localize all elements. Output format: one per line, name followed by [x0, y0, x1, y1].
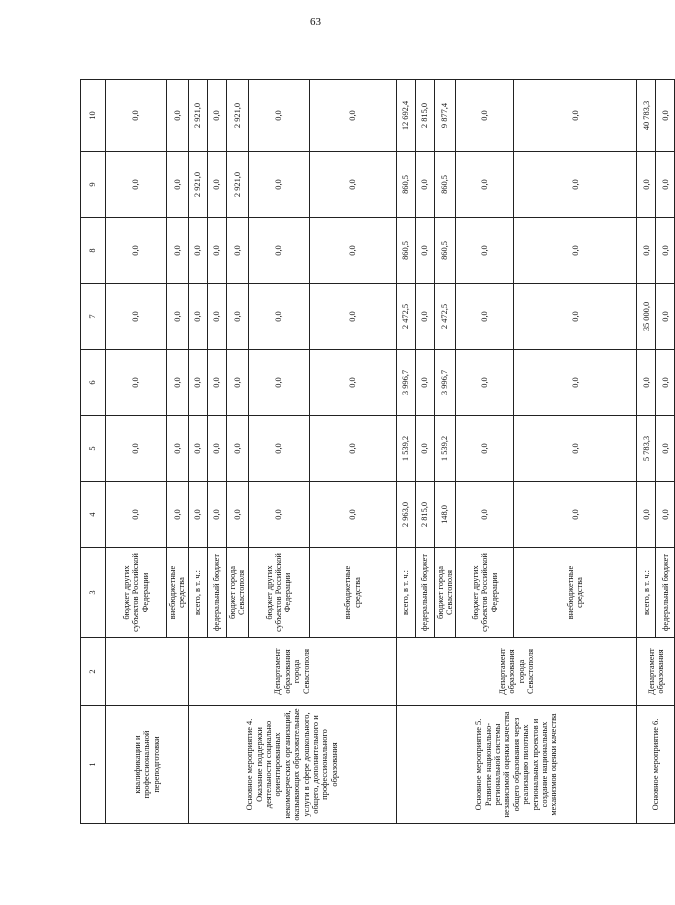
value-cell: 0,0: [207, 80, 226, 152]
value-cell: 0,0: [207, 416, 226, 482]
value-cell: 2 472,5: [396, 284, 415, 350]
table-row: [106, 80, 167, 824]
value-cell: 0,0: [106, 416, 167, 482]
value-cell: 0,0: [456, 218, 514, 284]
column-header: 9: [81, 152, 106, 218]
activity-cell: Основное мероприятие 5. Развитие национально-региональной системы независимой оценки качества общего образования через реализацию пилотных региональных проектов и создание национальных механизмов оценки качества: [396, 706, 637, 824]
value-cell: 0,0: [188, 218, 207, 284]
column-header: 7: [81, 284, 106, 350]
value-cell: 0,0: [106, 350, 167, 416]
funding-source-cell: всего, в т. ч.:: [396, 548, 415, 638]
value-cell: 0,0: [188, 284, 207, 350]
table-row: [396, 80, 415, 824]
value-cell: 148,0: [434, 482, 456, 548]
column-header: 8: [81, 218, 106, 284]
value-cell: 0,0: [514, 350, 637, 416]
value-cell: 0,0: [656, 482, 675, 548]
value-cell: 0,0: [167, 218, 189, 284]
value-cell: 0,0: [207, 482, 226, 548]
value-cell: 0,0: [514, 218, 637, 284]
value-cell: 0,0: [106, 482, 167, 548]
value-cell: 1 539,2: [434, 416, 456, 482]
funding-source-cell: внебюджетные средства: [514, 548, 637, 638]
value-cell: 0,0: [248, 284, 309, 350]
value-cell: 2 815,0: [415, 482, 434, 548]
column-header: 6: [81, 350, 106, 416]
funding-source-cell: внебюджетные средства: [309, 548, 396, 638]
column-header: 2: [81, 638, 106, 706]
department-cell: Департамент образования города Севастополя: [396, 638, 637, 706]
activity-cell: квалификации и профессиональной переподготовки: [106, 706, 189, 824]
value-cell: 0,0: [309, 80, 396, 152]
value-cell: 860,5: [434, 218, 456, 284]
value-cell: 0,0: [248, 80, 309, 152]
value-cell: 2 921,0: [226, 152, 248, 218]
value-cell: 0,0: [106, 80, 167, 152]
value-cell: 3 996,7: [396, 350, 415, 416]
value-cell: 0,0: [207, 284, 226, 350]
value-cell: 2 472,5: [434, 284, 456, 350]
value-cell: 0,0: [248, 218, 309, 284]
value-cell: 0,0: [656, 80, 675, 152]
value-cell: 0,0: [309, 284, 396, 350]
value-cell: 2 921,0: [188, 152, 207, 218]
value-cell: 0,0: [656, 350, 675, 416]
value-cell: 2 815,0: [415, 80, 434, 152]
value-cell: 1 539,2: [396, 416, 415, 482]
value-cell: 0,0: [106, 284, 167, 350]
value-cell: 0,0: [309, 416, 396, 482]
value-cell: 0,0: [226, 416, 248, 482]
value-cell: 0,0: [415, 218, 434, 284]
value-cell: 0,0: [248, 482, 309, 548]
value-cell: 9 877,4: [434, 80, 456, 152]
column-header: 1: [81, 706, 106, 824]
value-cell: 0,0: [637, 152, 656, 218]
value-cell: 0,0: [167, 152, 189, 218]
value-cell: 0,0: [456, 80, 514, 152]
value-cell: 860,5: [396, 218, 415, 284]
department-cell: Департамент образования: [637, 638, 675, 706]
funding-source-cell: бюджет города Севастополя: [226, 548, 248, 638]
value-cell: 0,0: [106, 152, 167, 218]
page-number: 63: [310, 16, 321, 28]
value-cell: 0,0: [207, 350, 226, 416]
value-cell: 0,0: [188, 482, 207, 548]
funding-source-cell: внебюджетные средства: [167, 548, 189, 638]
funding-source-cell: бюджет города Севастополя: [434, 548, 456, 638]
column-header: 3: [81, 548, 106, 638]
value-cell: 0,0: [226, 284, 248, 350]
value-cell: 0,0: [456, 152, 514, 218]
value-cell: 0,0: [456, 416, 514, 482]
value-cell: 0,0: [167, 350, 189, 416]
value-cell: 0,0: [514, 152, 637, 218]
value-cell: 0,0: [167, 416, 189, 482]
value-cell: 860,5: [434, 152, 456, 218]
value-cell: 0,0: [167, 80, 189, 152]
table-row: [637, 80, 656, 824]
value-cell: 2 921,0: [188, 80, 207, 152]
value-cell: 40 783,3: [637, 80, 656, 152]
department-cell: Департамент образования города Севастополя: [188, 638, 396, 706]
value-cell: 0,0: [309, 482, 396, 548]
column-header: 5: [81, 416, 106, 482]
value-cell: 0,0: [656, 416, 675, 482]
value-cell: 5 783,3: [637, 416, 656, 482]
activity-cell: Основное мероприятие 4. Оказание поддержки деятельности социально ориентированных некоммерческих организаций, оказывающих образовательные услуги в сфере дошкольного, общего, дополнительного и профессионального образования: [188, 706, 396, 824]
funding-source-cell: всего, в т. ч.:: [637, 548, 656, 638]
column-header: 4: [81, 482, 106, 548]
value-cell: 0,0: [207, 218, 226, 284]
value-cell: 0,0: [656, 284, 675, 350]
value-cell: 0,0: [248, 152, 309, 218]
value-cell: 0,0: [637, 482, 656, 548]
value-cell: 0,0: [456, 482, 514, 548]
value-cell: 0,0: [514, 80, 637, 152]
value-cell: 0,0: [514, 284, 637, 350]
value-cell: 0,0: [309, 350, 396, 416]
value-cell: 12 692,4: [396, 80, 415, 152]
value-cell: 0,0: [415, 350, 434, 416]
value-cell: 0,0: [415, 416, 434, 482]
activity-cell: Основное мероприятие 6.: [637, 706, 675, 824]
value-cell: 0,0: [248, 416, 309, 482]
value-cell: 0,0: [188, 350, 207, 416]
value-cell: 0,0: [637, 350, 656, 416]
value-cell: 0,0: [514, 482, 637, 548]
funding-source-cell: бюджет других субъектов Российской Федерации: [456, 548, 514, 638]
funding-source-cell: всего, в т. ч.:: [188, 548, 207, 638]
value-cell: 0,0: [456, 350, 514, 416]
value-cell: 0,0: [656, 218, 675, 284]
department-cell: [106, 638, 189, 706]
value-cell: 2 921,0: [226, 80, 248, 152]
value-cell: 0,0: [248, 350, 309, 416]
value-cell: 0,0: [456, 284, 514, 350]
value-cell: 0,0: [309, 218, 396, 284]
funding-source-cell: федеральный бюджет: [415, 548, 434, 638]
value-cell: 0,0: [415, 152, 434, 218]
rotated-table-container: [80, 80, 670, 824]
value-cell: 0,0: [188, 416, 207, 482]
value-cell: 0,0: [226, 482, 248, 548]
funding-source-cell: бюджет других субъектов Российской Федерации: [248, 548, 309, 638]
value-cell: 0,0: [226, 350, 248, 416]
value-cell: 35 000,0: [637, 284, 656, 350]
value-cell: 0,0: [167, 284, 189, 350]
value-cell: 0,0: [637, 218, 656, 284]
header-row: [81, 80, 106, 824]
table-row: [188, 80, 207, 824]
funding-source-cell: бюджет других субъектов Российской Федерации: [106, 548, 167, 638]
value-cell: 0,0: [514, 416, 637, 482]
value-cell: 0,0: [106, 218, 167, 284]
value-cell: 0,0: [207, 152, 226, 218]
column-header: 10: [81, 80, 106, 152]
value-cell: 0,0: [167, 482, 189, 548]
budget-table: [80, 79, 675, 824]
value-cell: 0,0: [656, 152, 675, 218]
value-cell: 0,0: [226, 218, 248, 284]
value-cell: 3 996,7: [434, 350, 456, 416]
funding-source-cell: федеральный бюджет: [656, 548, 675, 638]
value-cell: 0,0: [309, 152, 396, 218]
value-cell: 860,5: [396, 152, 415, 218]
value-cell: 2 963,0: [396, 482, 415, 548]
funding-source-cell: федеральный бюджет: [207, 548, 226, 638]
value-cell: 0,0: [415, 284, 434, 350]
